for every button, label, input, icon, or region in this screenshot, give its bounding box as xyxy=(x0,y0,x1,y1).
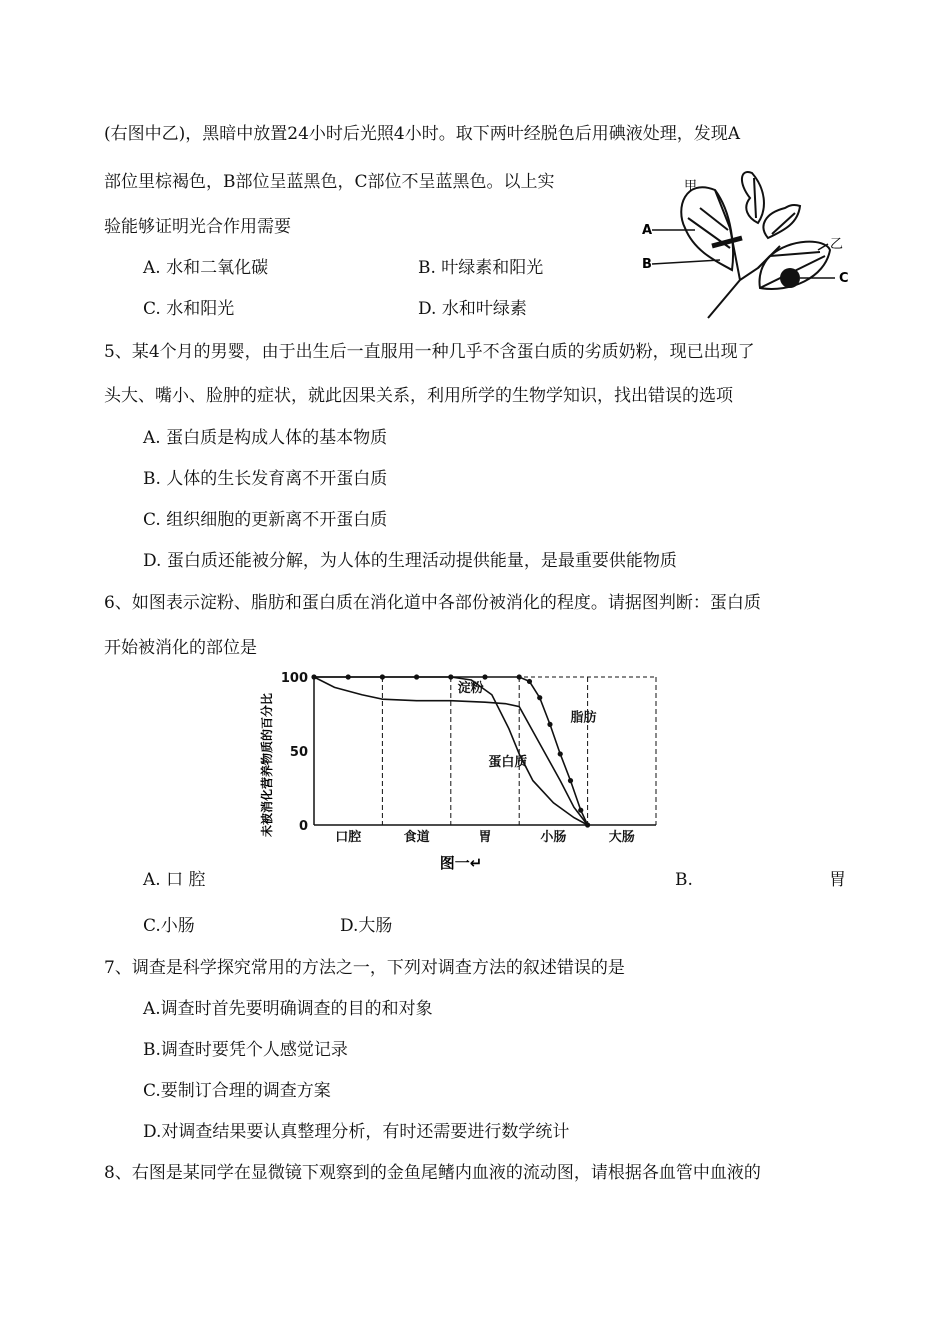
q4-line-3: 验能够证明光合作用需要 xyxy=(104,217,291,237)
chart-y-axis-label: 未被消化营养物质的百分比 xyxy=(260,692,274,837)
q7-line-1: 7、调查是科学探究常用的方法之一，下列对调查方法的叙述错误的是 xyxy=(104,958,625,978)
series-label: 蛋白质 xyxy=(488,754,528,770)
q5-line-2: 头大、嘴小、脸肿的症状，就此因果关系，利用所学的生物学知识，找出错误的选项 xyxy=(104,386,733,406)
q6-line-1: 6、如图表示淀粉、脂肪和蛋白质在消化道中各部份被消化的程度。请据图判断：蛋白质 xyxy=(104,593,761,613)
data-point xyxy=(311,674,316,679)
y-tick-label: 50 xyxy=(289,745,308,760)
data-point xyxy=(346,674,351,679)
x-category-label: 食道 xyxy=(403,830,430,845)
data-point xyxy=(568,778,573,783)
q6-option-d: D.大肠 xyxy=(340,916,393,936)
q4-option-d: D. 水和叶绿素 xyxy=(418,299,527,319)
q4-option-a: A. 水和二氧化碳 xyxy=(143,258,269,278)
x-category-label: 胃 xyxy=(478,830,492,845)
q7-option-b: B.调查时要凭个人感觉记录 xyxy=(143,1040,348,1060)
y-tick-label: 0 xyxy=(298,819,308,834)
figure-label-b: B xyxy=(642,257,652,272)
x-category-label: 口腔 xyxy=(335,830,362,845)
q5-option-c: C. 组织细胞的更新离不开蛋白质 xyxy=(143,510,388,530)
figure-label-c: C xyxy=(839,271,849,286)
data-point xyxy=(517,674,522,679)
q5-line-1: 5、某4个月的男婴，由于出生后一直服用一种几乎不含蛋白质的劣质奶粉，现已出现了 xyxy=(104,342,755,362)
q5-option-a: A. 蛋白质是构成人体的基本物质 xyxy=(143,428,388,448)
x-category-label: 小肠 xyxy=(540,830,567,845)
data-point xyxy=(414,674,419,679)
data-point xyxy=(380,674,385,679)
data-point xyxy=(558,751,563,756)
q4-option-b: B. 叶绿素和阳光 xyxy=(418,258,544,278)
q7-option-d: D.对调查结果要认真整理分析，有时还需要进行数学统计 xyxy=(143,1122,570,1142)
q6-line-2: 开始被消化的部位是 xyxy=(104,638,257,658)
data-point xyxy=(527,679,532,684)
figure-label-jia: 甲 xyxy=(684,179,698,194)
plant-leaf-figure xyxy=(640,168,855,328)
q7-option-c: C.要制订合理的调查方案 xyxy=(143,1081,331,1101)
q6-option-b-text: 胃 xyxy=(829,870,846,890)
series-label: 淀粉 xyxy=(457,680,484,696)
q4-line-2: 部位里棕褐色，B部位呈蓝黑色，C部位不呈蓝黑色。以上实 xyxy=(104,172,555,192)
figure-label-yi: 乙 xyxy=(830,237,844,252)
figure-label-a: A xyxy=(642,223,653,238)
q6-option-b: B. xyxy=(675,870,693,890)
data-point xyxy=(585,822,590,827)
series-label: 脂肪 xyxy=(570,710,597,726)
data-point xyxy=(448,674,453,679)
q4-option-c: C. 水和阳光 xyxy=(143,299,235,319)
data-point xyxy=(547,722,552,727)
q6-option-c: C.小肠 xyxy=(143,916,195,936)
x-category-label: 大肠 xyxy=(608,830,635,845)
y-tick-label: 100 xyxy=(280,671,308,686)
data-point xyxy=(482,674,487,679)
q5-option-d: D. 蛋白质还能被分解，为人体的生理活动提供能量，是最重要供能物质 xyxy=(143,551,677,571)
data-point xyxy=(537,695,542,700)
q4-line-1: (右图中乙)，黑暗中放置24小时后光照4小时。取下两叶经脱色后用碘液处理，发现A xyxy=(104,124,740,144)
q6-option-a: A. 口 腔 xyxy=(143,870,206,890)
digestion-chart xyxy=(256,667,676,872)
q7-option-a: A.调查时首先要明确调查的目的和对象 xyxy=(143,999,433,1019)
q5-option-b: B. 人体的生长发育离不开蛋白质 xyxy=(143,469,388,489)
q8-line-1: 8、右图是某同学在显微镜下观察到的金鱼尾鳍内血液的流动图，请根据各血管中血液的 xyxy=(104,1163,761,1183)
chart-title: 图一↵ xyxy=(439,854,483,872)
data-point xyxy=(578,808,583,813)
